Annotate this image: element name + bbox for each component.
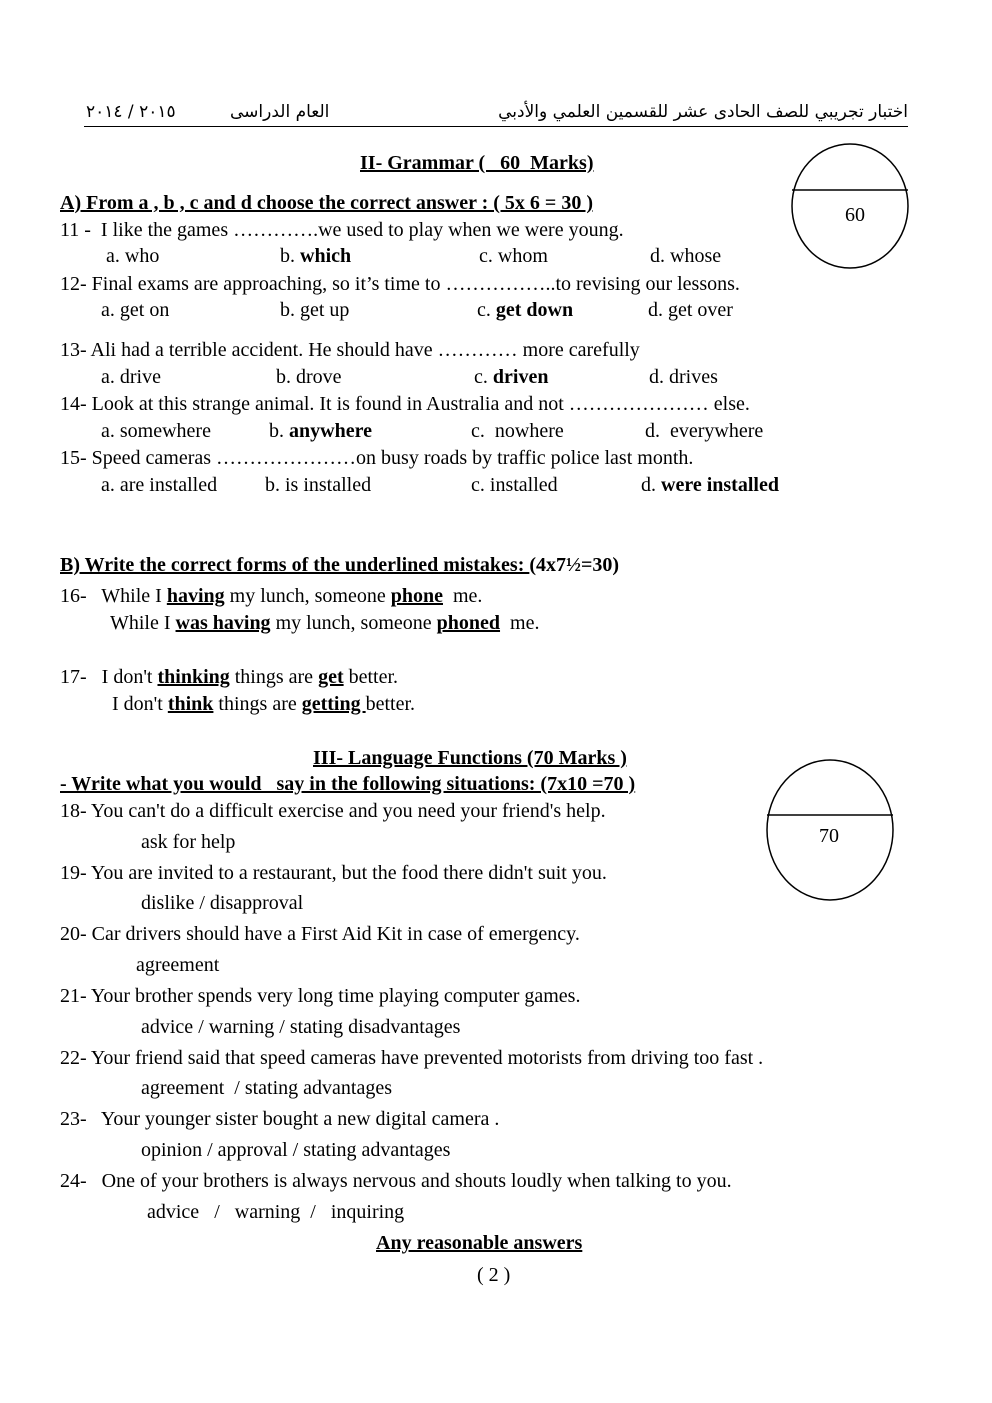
grammar-score: 60 [845,204,865,226]
header-rule [84,126,908,127]
part-b-label: B) Write the correct forms of the underlined mistakes: [60,554,530,576]
situation-text: 22- Your friend said that speed cameras have prevented motorists from driving too fast . [60,1047,764,1069]
function-answer: ask for help [141,831,236,853]
header-title: اختبار تجريبي للصف الحادى عشر للقسمين العلمي والأدبي [498,102,908,122]
situation-text: 24- One of your brothers is always nervous and shouts loudly when talking to you. [60,1170,732,1192]
function-answer: agreement / stating advantages [141,1077,393,1099]
answer-option: b. drove [276,366,342,388]
answer-option: a. are installed [101,474,218,496]
functions-footer: Any reasonable answers [376,1232,583,1254]
answer-option: a. drive [101,366,161,388]
situation-text: 19- You are invited to a restaurant, but the food there didn't suit you. [60,862,607,884]
header-year-label: العام الدراسى [230,102,330,122]
answer-option: d. whose [650,245,722,267]
function-answer: advice / warning / inquiring [147,1201,405,1223]
question-stem: 12- Final exams are approaching, so it’s time to ……………..to revising our lessons. [60,273,740,295]
question-stem: 11 - I like the games ………….we used to play when we were young. [60,219,624,241]
corrected-sentence: While I was having my lunch, someone phoned me. [110,612,540,634]
answer-option: b. which [280,245,352,267]
answer-option: a. who [106,245,160,267]
function-answer: opinion / approval / stating advantages [141,1139,451,1161]
part-b-marks: (4x7½=30) [529,554,620,576]
answer-option: a. get on [101,299,170,321]
answer-option: b. is installed [265,474,372,496]
answer-option: d. get over [648,299,733,321]
answer-option: a. somewhere [101,420,211,442]
mistake-sentence: 17- I don't thinking things are get better. [60,666,399,688]
situation-text: 21- Your brother spends very long time playing computer games. [60,985,581,1007]
function-answer: advice / warning / stating disadvantages [141,1016,461,1038]
answer-option: c. get down [477,299,574,321]
answer-option: c. whom [479,245,548,267]
page-number: ( 2 ) [477,1264,511,1286]
situation-text: 23- Your younger sister bought a new digital camera . [60,1108,500,1130]
answer-option: b. anywhere [269,420,372,442]
question-stem: 15- Speed cameras …………………on busy roads by traffic police last month. [60,447,694,469]
answer-option: d. everywhere [645,420,764,442]
question-stem: 13- Ali had a terrible accident. He should have ………… more carefully [60,339,640,361]
situation-text: 18- You can't do a difficult exercise and you need your friend's help. [60,800,606,822]
answer-option: b. get up [280,299,350,321]
grammar-title: II- Grammar ( 60 Marks) [360,152,594,174]
corrected-sentence: I don't think things are getting better. [112,693,416,715]
functions-instruction: - Write what you would say in the following situations: (7x10 =70 ) [60,773,636,795]
situation-text: 20- Car drivers should have a First Aid Kit in case of emergency. [60,923,580,945]
header-year: ٢٠١٥ / ٢٠١٤ [86,102,176,122]
part-b-title [60,553,619,577]
functions-score: 70 [819,825,839,847]
function-answer: agreement [136,954,220,976]
answer-option: d. drives [649,366,718,388]
mistake-sentence: 16- While I having my lunch, someone phone me. [60,585,483,607]
question-stem: 14- Look at this strange animal. It is found in Australia and not ………………… else. [60,393,750,415]
answer-option: c. nowhere [471,420,564,442]
answer-option: d. were installed [641,474,779,496]
part-a-title: A) From a , b , c and d choose the correct answer : ( 5x 6 = 30 ) [60,192,593,214]
functions-title: III- Language Functions (70 Marks ) [313,747,627,769]
answer-option: c. driven [474,366,549,388]
function-answer: dislike / disapproval [141,892,304,914]
answer-option: c. installed [471,474,558,496]
